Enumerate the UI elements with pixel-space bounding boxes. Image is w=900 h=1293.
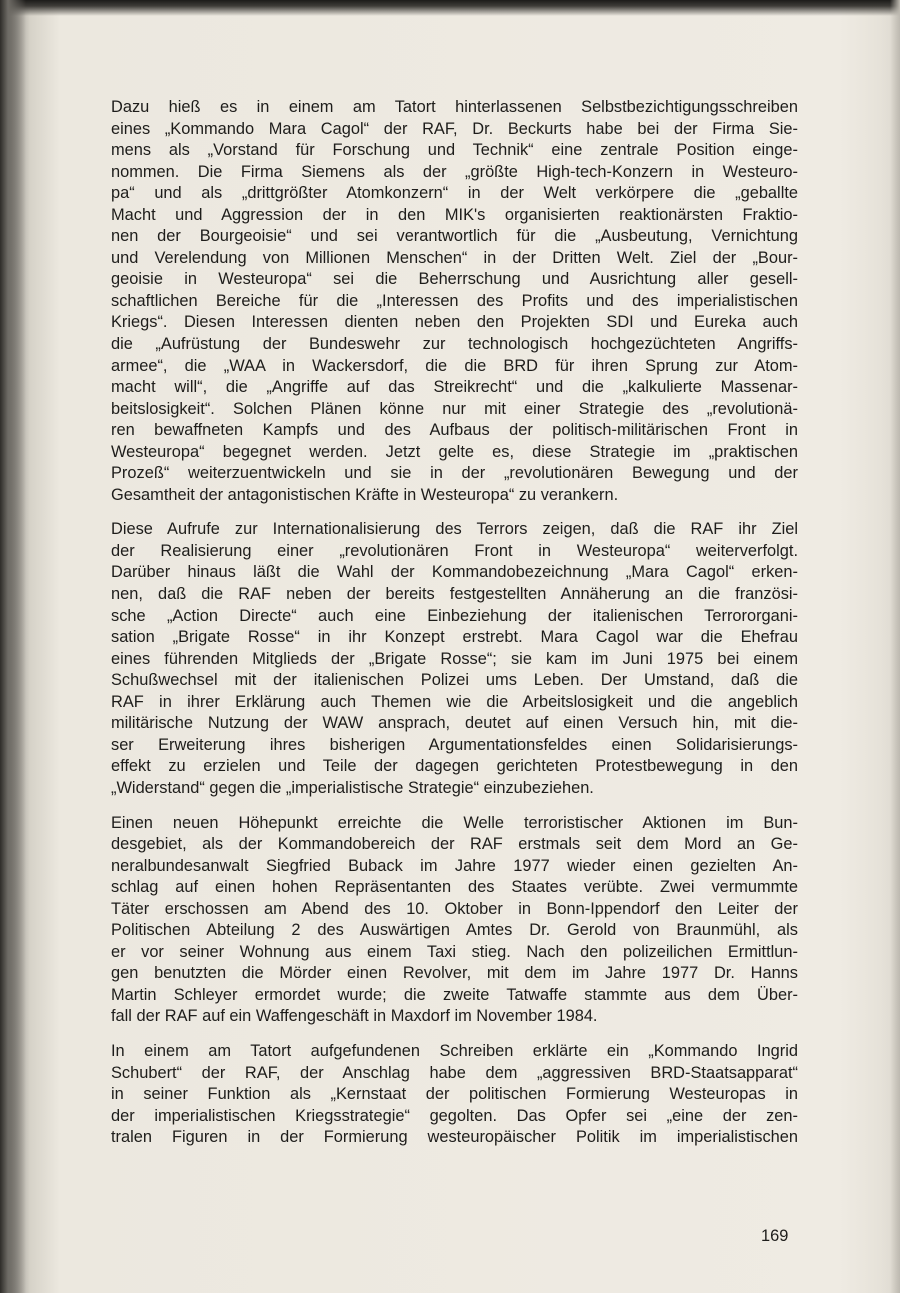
- text-line: Darüber hinaus läßt die Wahl der Kommandobezeichnung „Mara Cagol“ erken-: [111, 563, 798, 582]
- text-line: beitslosigkeit“. Solchen Plänen könne nur mit einer Strategie des „revolutionä-: [111, 399, 798, 418]
- text-line: mens als „Vorstand für Forschung und Technik“ eine zentrale Position einge-: [111, 141, 798, 160]
- text-line: Gesamtheit der antagonistischen Kräfte in Westeuropa“ zu verankern.: [111, 485, 619, 504]
- paragraph-4: [111, 1041, 798, 1149]
- text-line: Westeuropa“ begegnet werden. Jetzt gelte es, diese Strategie im „praktischen: [111, 442, 798, 461]
- text-line: effekt zu erzielen und Teile der dagegen gerichteten Protestbewegung in den: [111, 757, 798, 776]
- text-line: sche „Action Directe“ auch eine Einbeziehung der italienischen Terrororgani-: [111, 606, 798, 625]
- text-line: Kriegs“. Diesen Interessen dienten neben den Projekten SDI und Eureka auch: [111, 313, 798, 332]
- text-line: und Verelendung von Millionen Menschen“ in der Dritten Welt. Ziel der „Bour-: [111, 248, 798, 267]
- text-line: schaftlichen Bereiche für die „Interessen des Profits und des imperialistischen: [111, 291, 798, 310]
- text-line: Macht und Aggression der in den MIK's organisierten reaktionärsten Fraktio-: [111, 205, 798, 224]
- text-line: eines „Kommando Mara Cagol“ der RAF, Dr. Beckurts habe bei der Firma Sie-: [111, 119, 798, 138]
- text-line: die „Aufrüstung der Bundeswehr zur technologisch hochgezüchteten Angriffs-: [111, 335, 798, 354]
- text-line: Diese Aufrufe zur Internationalisierung des Terrors zeigen, daß die RAF ihr Ziel: [111, 520, 798, 539]
- paragraph-1: [111, 97, 798, 506]
- text-line: gen benutzten die Mörder einen Revolver, mit dem im Jahre 1977 Dr. Hanns: [111, 964, 798, 983]
- text-line: Martin Schleyer ermordet wurde; die zweite Tatwaffe stammte aus dem Über-: [111, 985, 798, 1004]
- text-line: nommen. Die Firma Siemens als der „größte High-tech-Konzern in Westeuro-: [111, 162, 798, 181]
- paragraph-3: [111, 813, 798, 1028]
- page-top-edge: [0, 0, 900, 16]
- text-line: militärische Nutzung der WAW ansprach, deutet auf einen Versuch hin, mit die-: [111, 714, 798, 733]
- paragraph-2: [111, 519, 798, 799]
- text-line: armee“, die „WAA in Wackersdorf, die die BRD für ihren Sprung zur Atom-: [111, 356, 798, 375]
- text-line: Einen neuen Höhepunkt erreichte die Welle terroristischer Aktionen im Bun-: [111, 813, 798, 832]
- text-line: fall der RAF auf ein Waffengeschäft in Maxdorf im November 1984.: [111, 1007, 598, 1026]
- text-line: pa“ und als „drittgrößter Atomkonzern“ in der Welt verkörpere die „geballte: [111, 184, 798, 203]
- text-line: In einem am Tatort aufgefundenen Schreiben erklärte ein „Kommando Ingrid: [111, 1041, 798, 1060]
- text-line: der imperialistischen Kriegsstrategie“ gegolten. Das Opfer sei „eine der zen-: [111, 1106, 798, 1125]
- text-line: Politischen Abteilung 2 des Auswärtigen Amtes Dr. Gerold von Braunmühl, als: [111, 921, 798, 940]
- text-line: Schubert“ der RAF, der Anschlag habe dem „aggressiven BRD-Staatsapparat“: [111, 1063, 798, 1082]
- text-line: Schußwechsel mit der italienischen Polizei ums Leben. Der Umstand, daß die: [111, 671, 798, 690]
- text-line: Täter erschossen am Abend des 10. Oktober in Bonn-Ippendorf den Leiter der: [111, 899, 798, 918]
- text-line: sation „Brigate Rosse“ in ihr Konzept erstrebt. Mara Cagol war die Ehefrau: [111, 628, 798, 647]
- page-right-edge: [890, 0, 900, 1293]
- text-line: nen, daß die RAF neben der bereits festgestellten Annäherung an die französi-: [111, 585, 798, 604]
- text-line: schlag auf einen hohen Repräsentanten des Staates verübte. Zwei vermummte: [111, 878, 798, 897]
- text-line: Dazu hieß es in einem am Tatort hinterlassenen Selbstbezichtigungsschreiben: [111, 98, 798, 116]
- text-line: der Realisierung einer „revolutionären Front in Westeuropa“ weiterverfolgt.: [111, 541, 798, 560]
- text-line: macht will“, die „Angriffe auf das Streikrecht“ und die „kalkulierte Massenar-: [111, 378, 798, 397]
- text-line: tralen Figuren in der Formierung westeuropäischer Politik im imperialistischen: [111, 1128, 798, 1147]
- book-gutter-shadow: [0, 0, 26, 1293]
- text-line: Prozeß“ weiterzuentwickeln und sie in der „revolutionären Bewegung und der: [111, 464, 798, 483]
- text-line: in seiner Funktion als „Kernstaat der politischen Formierung Westeuropas in: [111, 1085, 798, 1104]
- text-line: ren bewaffneten Kampfs und des Aufbaus der politisch-militärischen Front in: [111, 421, 798, 440]
- text-line: nen der Bourgeoisie“ und sei verantwortlich für die „Ausbeutung, Vernichtung: [111, 227, 798, 246]
- text-line: „Widerstand“ gegen die „imperialistische Strategie“ einzubeziehen.: [111, 778, 594, 797]
- text-line: RAF in ihrer Erklärung auch Themen wie die Arbeitslosigkeit und die angeblich: [111, 692, 798, 711]
- page-number: 169: [761, 1227, 789, 1245]
- text-line: ser Erweiterung ihres bisherigen Argumentationsfeldes einen Solidarisierungs-: [111, 735, 798, 754]
- text-line: desgebiet, als der Kommandobereich der RAF erstmals seit dem Mord an Ge-: [111, 835, 798, 854]
- text-line: eines führenden Mitglieds der „Brigate Rosse“; sie kam im Juni 1975 bei einem: [111, 649, 798, 668]
- text-line: neralbundesanwalt Siegfried Buback im Jahre 1977 wieder einen gezielten An-: [111, 856, 798, 875]
- text-line: geoisie in Westeuropa“ sei die Beherrschung und Ausrichtung aller gesell-: [111, 270, 798, 289]
- body-text: [111, 97, 798, 1162]
- text-line: er vor seiner Wohnung aus einem Taxi stieg. Nach den polizeilichen Ermittlun-: [111, 942, 798, 961]
